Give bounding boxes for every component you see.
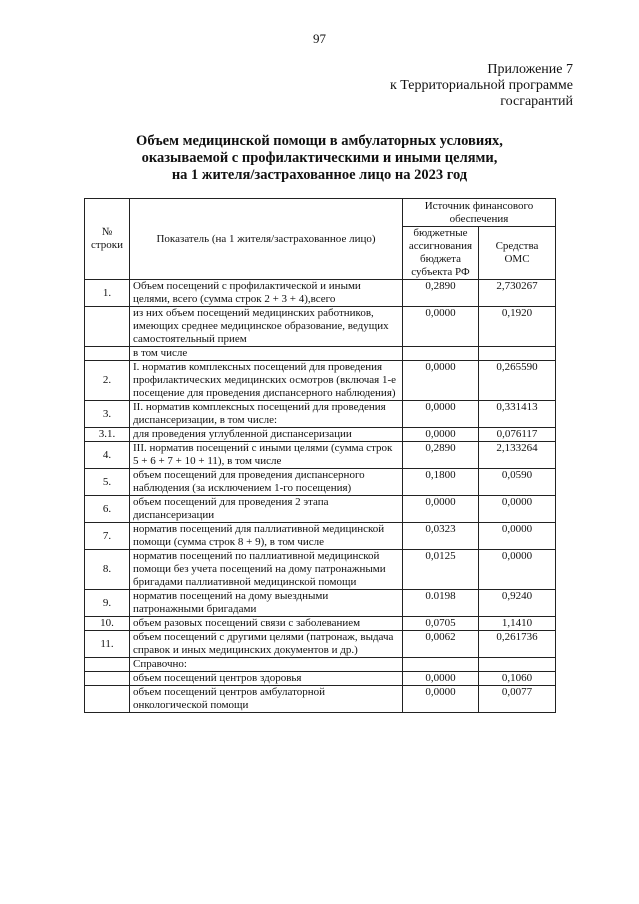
row-oms-value: 0,1060	[479, 672, 556, 686]
table-row	[85, 672, 556, 686]
row-budget-value: 0,0000	[403, 496, 479, 523]
table-row	[85, 496, 556, 523]
row-oms-value: 0,0077	[479, 686, 556, 713]
table-row	[85, 590, 556, 617]
row-budget-value	[403, 347, 479, 361]
title-line-3: на 1 жителя/застрахованное лицо на 2023 год	[171, 167, 468, 183]
row-budget-value: 0,2890	[403, 442, 479, 469]
page-number: 97	[313, 31, 326, 46]
row-indicator: норматив посещений по паллиативной медицинской помощи без учета посещений на дому патронажными бригадами паллиативной медицинской помощи	[130, 550, 403, 590]
table-row	[85, 401, 556, 428]
header-funding-source: Источник финансового обеспечения	[403, 199, 556, 227]
volume-table	[84, 198, 556, 713]
row-number: 9.	[85, 590, 130, 617]
table-row	[85, 617, 556, 631]
table-row	[85, 469, 556, 496]
row-budget-value	[403, 658, 479, 672]
row-number	[85, 686, 130, 713]
row-oms-value: 0,265590	[479, 361, 556, 401]
header-indicator: Показатель (на 1 жителя/застрахованное лицо)	[130, 199, 403, 280]
row-oms-value: 1,1410	[479, 617, 556, 631]
row-budget-value: 0,0000	[403, 686, 479, 713]
row-number: 6.	[85, 496, 130, 523]
row-oms-value: 0,9240	[479, 590, 556, 617]
table-row	[85, 658, 556, 672]
row-indicator: объем посещений для проведения диспансерного наблюдения (за исключением 1-го посещения)	[130, 469, 403, 496]
row-indicator: объем посещений центров здоровья	[130, 672, 403, 686]
table-row	[85, 307, 556, 347]
row-budget-value: 0,0000	[403, 307, 479, 347]
table-body	[85, 280, 556, 713]
row-oms-value: 0,0590	[479, 469, 556, 496]
table-row	[85, 347, 556, 361]
row-indicator: объем разовых посещений связи с заболеванием	[130, 617, 403, 631]
row-indicator: норматив посещений на дому выездными патронажными бригадами	[130, 590, 403, 617]
row-number: 3.	[85, 401, 130, 428]
row-budget-value: 0,0062	[403, 631, 479, 658]
header-oms: Средства ОМС	[479, 227, 556, 280]
table-row	[85, 361, 556, 401]
row-number	[85, 347, 130, 361]
header-budget: бюджетные ассигнования бюджета субъекта РФ	[403, 227, 479, 280]
row-number: 4.	[85, 442, 130, 469]
table-row	[85, 550, 556, 590]
row-budget-value: 0,0000	[403, 428, 479, 442]
appendix-line-1: Приложение 7	[487, 62, 573, 77]
row-indicator: норматив посещений для паллиативной медицинской помощи (сумма строк 8 + 9), в том числе	[130, 523, 403, 550]
row-budget-value: 0,0000	[403, 672, 479, 686]
row-number: 7.	[85, 523, 130, 550]
row-indicator: из них объем посещений медицинских работников, имеющих среднее медицинское образование, ведущих самостоятельный прием	[130, 307, 403, 347]
row-oms-value: 0,0000	[479, 523, 556, 550]
row-number: 8.	[85, 550, 130, 590]
row-oms-value: 0,0000	[479, 550, 556, 590]
row-indicator: II. норматив комплексных посещений для проведения диспансеризации, в том числе:	[130, 401, 403, 428]
table-row	[85, 280, 556, 307]
row-indicator: Объем посещений с профилактической и иными целями, всего (сумма строк 2 + 3 + 4),всего	[130, 280, 403, 307]
row-number	[85, 658, 130, 672]
title-line-1: Объем медицинской помощи в амбулаторных условиях,	[136, 133, 503, 149]
row-number: 2.	[85, 361, 130, 401]
row-indicator: III. норматив посещений с иными целями (сумма строк 5 + 6 + 7 + 10 + 11), в том числе	[130, 442, 403, 469]
row-oms-value	[479, 658, 556, 672]
row-budget-value: 0,0705	[403, 617, 479, 631]
appendix-line-2: к Территориальной программе	[389, 78, 573, 93]
appendix-note	[390, 62, 573, 110]
row-indicator: для проведения углубленной диспансеризации	[130, 428, 403, 442]
row-budget-value: 0,0000	[403, 401, 479, 428]
row-budget-value: 0,1800	[403, 469, 479, 496]
table-row	[85, 686, 556, 713]
table-row	[85, 631, 556, 658]
row-indicator: в том числе	[130, 347, 403, 361]
table-row	[85, 442, 556, 469]
row-oms-value	[479, 347, 556, 361]
table-row	[85, 428, 556, 442]
row-budget-value: 0,0000	[403, 361, 479, 401]
row-number: 1.	[85, 280, 130, 307]
header-row-number: № строки	[85, 199, 130, 280]
row-budget-value: 0.0198	[403, 590, 479, 617]
row-number	[85, 307, 130, 347]
row-oms-value: 0,1920	[479, 307, 556, 347]
row-indicator: Справочно:	[130, 658, 403, 672]
row-indicator: объем посещений центров амбулаторной онкологической помощи	[130, 686, 403, 713]
row-indicator: I. норматив комплексных посещений для проведения профилактических медицинских осмотров (включая 1-е посещение для проведения диспансерного наблюдения)	[130, 361, 403, 401]
row-number	[85, 672, 130, 686]
row-budget-value: 0,2890	[403, 280, 479, 307]
row-oms-value: 2,730267	[479, 280, 556, 307]
title-line-2: оказываемой с профилактическими и иными целями,	[141, 150, 498, 166]
row-number: 3.1.	[85, 428, 130, 442]
appendix-line-3: госгарантий	[500, 94, 573, 109]
row-oms-value: 0,076117	[479, 428, 556, 442]
row-oms-value: 2,133264	[479, 442, 556, 469]
table-row	[85, 523, 556, 550]
row-number: 5.	[85, 469, 130, 496]
row-oms-value: 0,261736	[479, 631, 556, 658]
row-number: 11.	[85, 631, 130, 658]
document-title	[60, 133, 579, 184]
row-number: 10.	[85, 617, 130, 631]
row-indicator: объем посещений для проведения 2 этапа диспансеризации	[130, 496, 403, 523]
row-indicator: объем посещений с другими целями (патронаж, выдача справок и иных медицинских документов и др.)	[130, 631, 403, 658]
row-budget-value: 0,0125	[403, 550, 479, 590]
row-oms-value: 0,0000	[479, 496, 556, 523]
row-oms-value: 0,331413	[479, 401, 556, 428]
row-budget-value: 0,0323	[403, 523, 479, 550]
